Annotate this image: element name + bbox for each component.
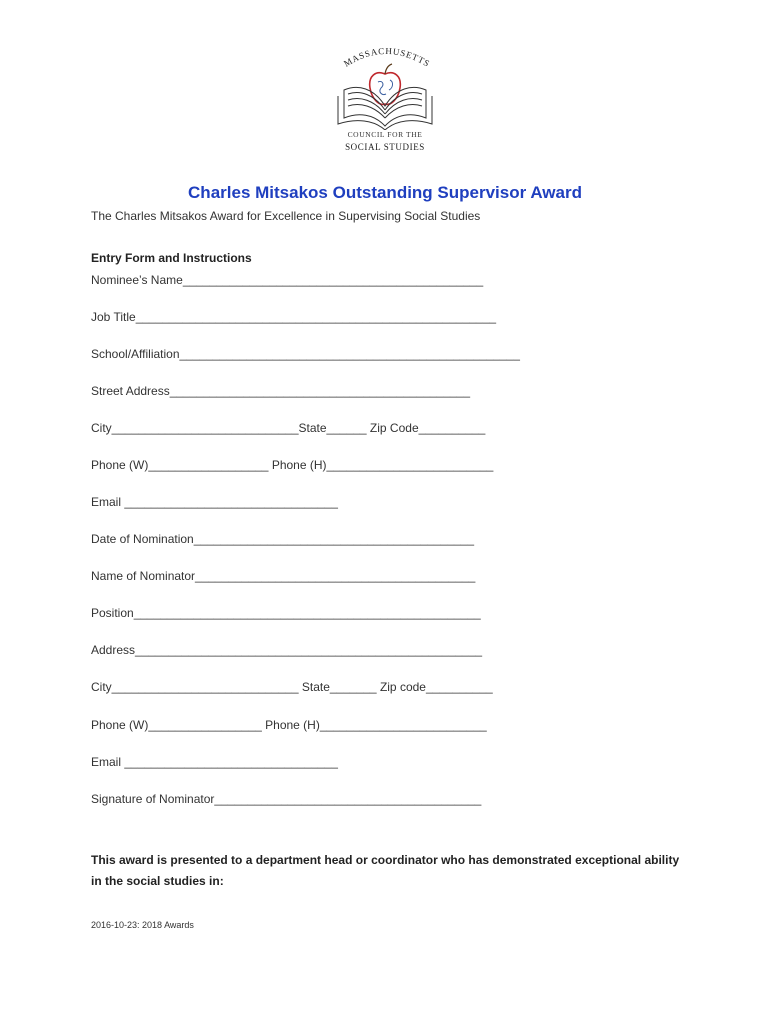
section-heading: Entry Form and Instructions xyxy=(91,251,252,265)
school-affiliation-field[interactable]: School/Affiliation___________________________________________________ xyxy=(91,347,520,361)
award-statement: This award is presented to a department head or coordinator who has demonstrated exceptional ability in the social studies in: xyxy=(91,853,680,888)
nominee-phone-field[interactable]: Phone (W)__________________ Phone (H)_________________________ xyxy=(91,458,494,472)
nominator-address-field[interactable]: Address____________________________________________________ xyxy=(91,643,483,657)
book-apple-emblem xyxy=(330,44,440,130)
subtitle: The Charles Mitsakos Award for Excellence in Supervising Social Studies xyxy=(91,209,481,223)
nominator-phone-field[interactable]: Phone (W)_________________ Phone (H)_________________________ xyxy=(91,718,487,732)
nominee-email-field[interactable]: Email ________________________________ xyxy=(91,495,338,509)
logo-social-text: SOCIAL STUDIES xyxy=(345,142,425,152)
nominator-city-state-zip-field[interactable]: City____________________________ State_______ Zip code__________ xyxy=(91,680,493,694)
street-address-field[interactable]: Street Address_____________________________________________ xyxy=(91,384,471,398)
page-title: Charles Mitsakos Outstanding Supervisor Award xyxy=(188,183,582,202)
signature-of-nominator-field[interactable]: Signature of Nominator________________________________________ xyxy=(91,792,482,806)
name-of-nominator-field[interactable]: Name of Nominator__________________________________________ xyxy=(91,569,476,583)
logo-arc-text: MASSACHUSETTS xyxy=(341,45,432,69)
city-state-zip-field[interactable]: City____________________________State______ Zip Code__________ xyxy=(91,421,486,435)
job-title-field[interactable]: Job Title______________________________________________________ xyxy=(91,310,497,324)
date-of-nomination-field[interactable]: Date of Nomination__________________________________________ xyxy=(91,532,475,546)
position-field[interactable]: Position____________________________________________________ xyxy=(91,606,481,620)
nominator-email-field[interactable]: Email ________________________________ xyxy=(91,755,338,769)
council-logo xyxy=(330,44,440,160)
footer-note: 2016-10-23: 2018 Awards xyxy=(91,920,194,930)
open-book-icon xyxy=(338,87,432,130)
nominee-name-field[interactable]: Nominee’s Name_____________________________________________ xyxy=(91,273,484,287)
logo-council-text: COUNCIL FOR THE xyxy=(347,130,423,139)
